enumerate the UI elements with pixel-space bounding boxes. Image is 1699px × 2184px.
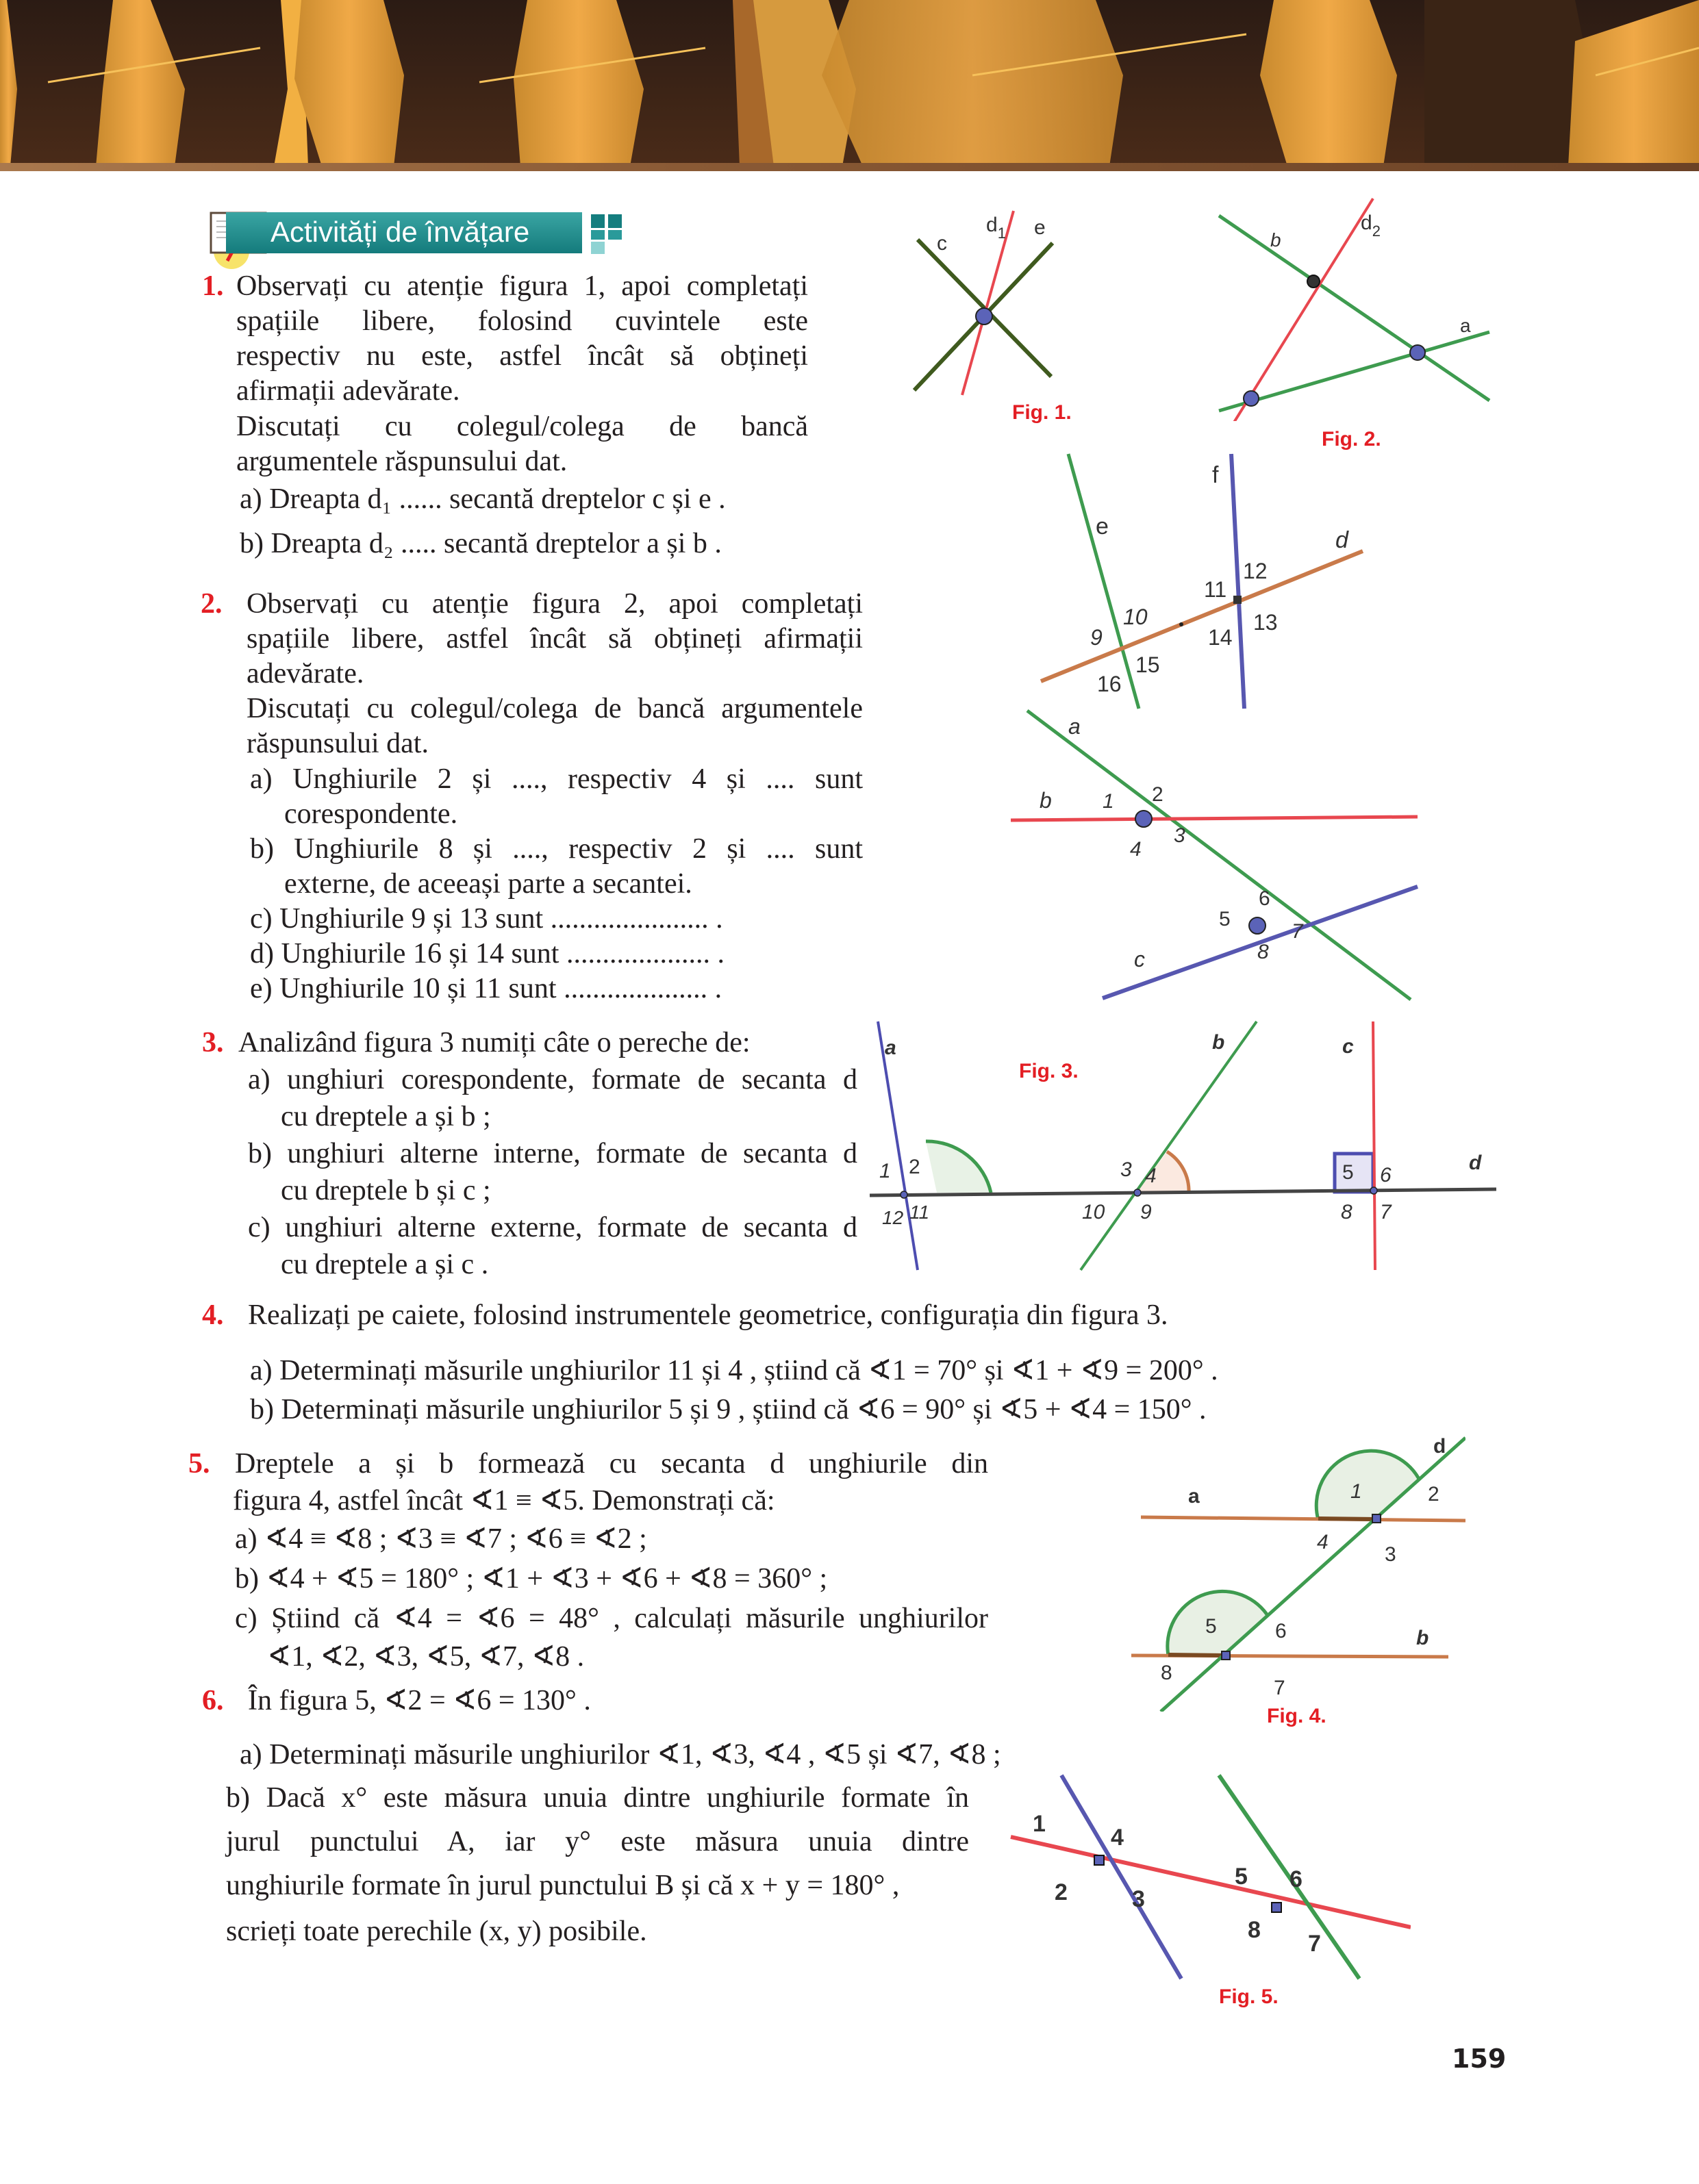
exercise-item-a: a) Dreapta d₁ ...... secantă dreptelor c și e .: [240, 483, 726, 515]
angle-label: 3: [1174, 824, 1185, 847]
line-b: [1081, 1021, 1257, 1270]
angle-label: 5: [1219, 908, 1231, 930]
intersection-point: [1249, 917, 1266, 934]
angle-label: 7: [1292, 920, 1303, 943]
angle-label: 4: [1317, 1531, 1329, 1553]
exercise-number: 1.: [202, 270, 224, 302]
angle-label: 7: [1274, 1677, 1285, 1699]
label-d2: $d_2$: [1361, 212, 1381, 240]
exercise-text-line: respectiv nu este, astfel încât să obțineți: [236, 340, 808, 372]
exercise-item-b: b) ∢4 + ∢5 = 180° ; ∢1 + ∢3 + ∢6 + ∢8 = 360° ;: [235, 1563, 828, 1595]
label-a: a: [1068, 714, 1081, 739]
exercise-text-line: argumentele răspunsului dat.: [236, 446, 568, 477]
label-e: e: [1096, 513, 1109, 539]
label-d: d: [1335, 527, 1348, 553]
exercise-item-b: scrieți toate perechile (x, y) posibile.: [226, 1916, 647, 1947]
intersection-point: [1135, 811, 1152, 827]
label-b: b: [1040, 788, 1052, 813]
intersection-point: [1410, 345, 1425, 360]
angle-label: 5: [1235, 1864, 1248, 1890]
angle-label: 6: [1259, 887, 1270, 910]
exercise-item: corespondente.: [284, 798, 458, 830]
figure-3: [863, 1013, 1507, 1273]
label-e: e: [1034, 216, 1046, 239]
line-d: [1161, 1438, 1465, 1712]
figure-1: [890, 192, 1185, 424]
section-header: [205, 209, 616, 257]
angle-label: 6: [1289, 1866, 1302, 1892]
label-d1: $d_1$: [986, 214, 1006, 242]
header-decor-square: [591, 242, 605, 254]
angle-label: 8: [1161, 1662, 1172, 1684]
header-banner-image: [0, 0, 1699, 166]
label-c: c: [1134, 947, 1145, 972]
figure-def: [1014, 445, 1452, 719]
angle-label: 11: [1204, 577, 1227, 602]
angle-label: 4: [1130, 838, 1142, 861]
exercise-text-line: adevărate.: [247, 658, 364, 689]
line-b: [1011, 817, 1418, 820]
figure-2: [1212, 195, 1493, 421]
exercise-number: 2.: [201, 588, 223, 620]
header-decor-square: [591, 230, 605, 240]
exercise-number: 5.: [188, 1448, 210, 1480]
exercise-item: cu dreptele b și c ;: [281, 1175, 491, 1206]
angle-label: 8: [1248, 1917, 1261, 1943]
exercise-text-line: Observați cu atenție figura 2, apoi completați: [247, 588, 863, 620]
angle-label: 13: [1253, 610, 1278, 635]
intersection-point: [1370, 1187, 1377, 1194]
exercise-text-line: Discutați cu colegul/colega de bancă argumentele: [247, 693, 863, 724]
angle-label: 1: [879, 1160, 891, 1182]
exercise-number: 3.: [202, 1027, 224, 1058]
angle-label: 12: [1243, 559, 1268, 583]
page-number: 159: [1452, 2044, 1507, 2074]
exercise-text-line: spațiile libere, astfel încât să obțineți afirmații: [247, 623, 863, 655]
angle-label: 14: [1208, 625, 1233, 650]
exercise-text-line: spațiile libere, folosind cuvintele este: [236, 305, 808, 337]
angle-label: 2: [1428, 1483, 1439, 1506]
angle-label: 5: [1205, 1615, 1217, 1638]
angle-label: 12: [882, 1207, 904, 1228]
angle-label: 4: [1145, 1165, 1157, 1187]
angle-label: 8: [1257, 941, 1269, 963]
header-decor-square: [608, 214, 622, 228]
exercise-text-line: afirmații adevărate.: [236, 375, 460, 407]
exercise-number: 4.: [202, 1299, 224, 1331]
intersection-point: [1222, 1651, 1230, 1660]
label-f: f: [1212, 462, 1219, 488]
exercise-item: a) Unghiurile 2 și ...., respectiv 4 și .... sunt: [250, 763, 863, 795]
angle-label: 2: [1055, 1879, 1068, 1905]
line-e: [1068, 454, 1139, 709]
header-divider-band: [0, 163, 1699, 171]
point-B: [1272, 1903, 1281, 1912]
figure-4: [1109, 1397, 1465, 1712]
exercise-item: c) unghiuri alterne externe, formate de secanta d: [248, 1212, 857, 1243]
angle-label: 4: [1111, 1825, 1124, 1851]
exercise-text-line: Analizând figura 3 numiți câte o pereche de:: [238, 1027, 751, 1058]
exercise-item-a: a) Determinați măsurile unghiurilor ∢1, ∢3, ∢4 , ∢5 și ∢7, ∢8 ;: [240, 1739, 1001, 1770]
figure-3-caption: Fig. 3.: [1019, 1060, 1079, 1082]
angle-label: 8: [1341, 1201, 1352, 1223]
header-decor-square: [591, 214, 605, 228]
point-A: [1094, 1855, 1104, 1865]
angle-label: 2: [1152, 783, 1163, 806]
label-a: a: [885, 1037, 896, 1059]
figure-5: [986, 1725, 1411, 1992]
angle-label: 5: [1342, 1161, 1354, 1184]
intersection-point: [976, 308, 992, 325]
exercise-item: b) Unghiurile 8 și ...., respectiv 2 și .... sunt: [250, 833, 863, 865]
angle-label: 6: [1380, 1164, 1392, 1186]
label-a: a: [1460, 315, 1471, 336]
angle-label: 16: [1097, 672, 1122, 696]
label-a: a: [1188, 1485, 1200, 1508]
exercise-item: e) Unghiurile 10 și 11 sunt .................... .: [250, 973, 722, 1004]
angle-label: 10: [1123, 605, 1148, 629]
exercise-item: d) Unghiurile 16 și 14 sunt .................... .: [250, 938, 725, 969]
exercise-text-line: Dreptele a și b formează cu secanta d unghiurile din: [235, 1448, 988, 1480]
exercise-item-c: c) Știind că ∢4 = ∢6 = 48° , calculați măsurile unghiurilor: [235, 1603, 988, 1634]
line-c: [1373, 1021, 1375, 1270]
exercise-item-b: unghiurile formate în jurul punctului B și că x + y = 180° ,: [226, 1870, 900, 1901]
line-d: [1041, 551, 1363, 681]
label-d: d: [1433, 1435, 1446, 1458]
label-b: b: [1270, 229, 1281, 251]
exercise-text-line: figura 4, astfel încât ∢1 ≡ ∢5. Demonstrați că:: [233, 1485, 775, 1516]
line-a: [878, 1021, 918, 1270]
angle-label: 3: [1385, 1543, 1396, 1566]
angle-label: 1: [1350, 1480, 1362, 1503]
exercise-item: a) unghiuri corespondente, formate de secanta d: [248, 1064, 857, 1095]
angle-label: 9: [1140, 1201, 1152, 1223]
intersection-point: [1134, 1189, 1141, 1196]
exercise-number: 6.: [202, 1685, 224, 1716]
label-b: b: [1416, 1627, 1429, 1649]
label-b: b: [1212, 1031, 1225, 1054]
angle-label: 3: [1132, 1886, 1145, 1912]
right-angle-marker: [1335, 1154, 1373, 1192]
figure-5-caption: Fig. 5.: [1219, 1985, 1279, 2008]
exercise-text-line: În figura 5, ∢2 = ∢6 = 130° .: [248, 1685, 591, 1716]
label-d: d: [1469, 1152, 1482, 1174]
angle-label: 15: [1135, 652, 1160, 677]
exercise-text-line: Realizați pe caiete, folosind instrumentele geometrice, configurația din figura 3.: [248, 1299, 1168, 1331]
exercise-text-line: răspunsului dat.: [247, 728, 429, 759]
angle-label: 6: [1275, 1620, 1287, 1642]
exercise-item-b: b) Dreapta d₂ ..... secantă dreptelor a și b .: [240, 528, 722, 559]
angle-label: 1: [1103, 790, 1114, 813]
intersection-point: [1307, 275, 1320, 288]
label-c: c: [1342, 1035, 1354, 1058]
angle-label: 9: [1090, 625, 1103, 650]
exercise-item: externe, de aceeași parte a secantei.: [284, 868, 692, 900]
point: [1179, 622, 1183, 626]
intersection-point: [1372, 1514, 1381, 1523]
exercise-item: cu dreptele a și c .: [281, 1249, 489, 1280]
angle-label: 10: [1082, 1201, 1105, 1223]
angle-label: 11: [909, 1202, 930, 1223]
line-a: [1141, 1517, 1465, 1521]
intersection-point: [1233, 596, 1242, 604]
secant-line: [1011, 1837, 1411, 1927]
intersection-point: [901, 1191, 907, 1198]
exercise-text-line: Discutați cu colegul/colega de bancă: [236, 411, 808, 442]
intersection-point: [1244, 391, 1259, 406]
line-blue: [1061, 1775, 1181, 1979]
angle-label: 7: [1380, 1201, 1392, 1223]
exercise-item-b: jurul punctului A, iar y° este măsura unuia dintre: [226, 1826, 969, 1857]
exercise-text-line: Observați cu atenție figura 1, apoi completați: [236, 270, 808, 302]
angle-label: 2: [909, 1156, 920, 1178]
exercise-item-b: b) Dacă x° este măsura unuia dintre unghiurile formate în: [226, 1782, 969, 1814]
figure-abc: [1000, 705, 1438, 1006]
header-decor-square: [608, 230, 622, 240]
exercise-item: cu dreptele a și b ;: [281, 1101, 491, 1132]
figure-2-caption: Fig. 2.: [1322, 428, 1381, 450]
angle-label: 7: [1308, 1931, 1321, 1957]
exercise-item: c) Unghiurile 9 și 13 sunt ...................... .: [250, 903, 723, 935]
exercise-item-a: a) ∢4 ≡ ∢8 ; ∢3 ≡ ∢7 ; ∢6 ≡ ∢2 ;: [235, 1523, 647, 1555]
exercise-item-a: a) Determinați măsurile unghiurilor 11 și 4 , știind că ∢1 = 70° și ∢1 + ∢9 = 200° .: [250, 1355, 1218, 1386]
exercise-item-c-angles: ∢1, ∢2, ∢3, ∢5, ∢7, ∢8 .: [267, 1641, 585, 1673]
angle-label: 3: [1120, 1158, 1132, 1181]
label-c: c: [937, 232, 947, 255]
exercise-item: b) unghiuri alterne interne, formate de secanta d: [248, 1138, 857, 1169]
exercise-item-b: b) Determinați măsurile unghiurilor 5 și 9 , știind că ∢6 = 90° și ∢5 + ∢4 = 150° .: [250, 1394, 1207, 1425]
figure-1-caption: Fig. 1.: [1012, 401, 1072, 424]
angle-label: 1: [1033, 1811, 1046, 1837]
section-header-title: Activități de învățare: [270, 216, 530, 248]
figure-4-caption: Fig. 4.: [1267, 1705, 1326, 1727]
